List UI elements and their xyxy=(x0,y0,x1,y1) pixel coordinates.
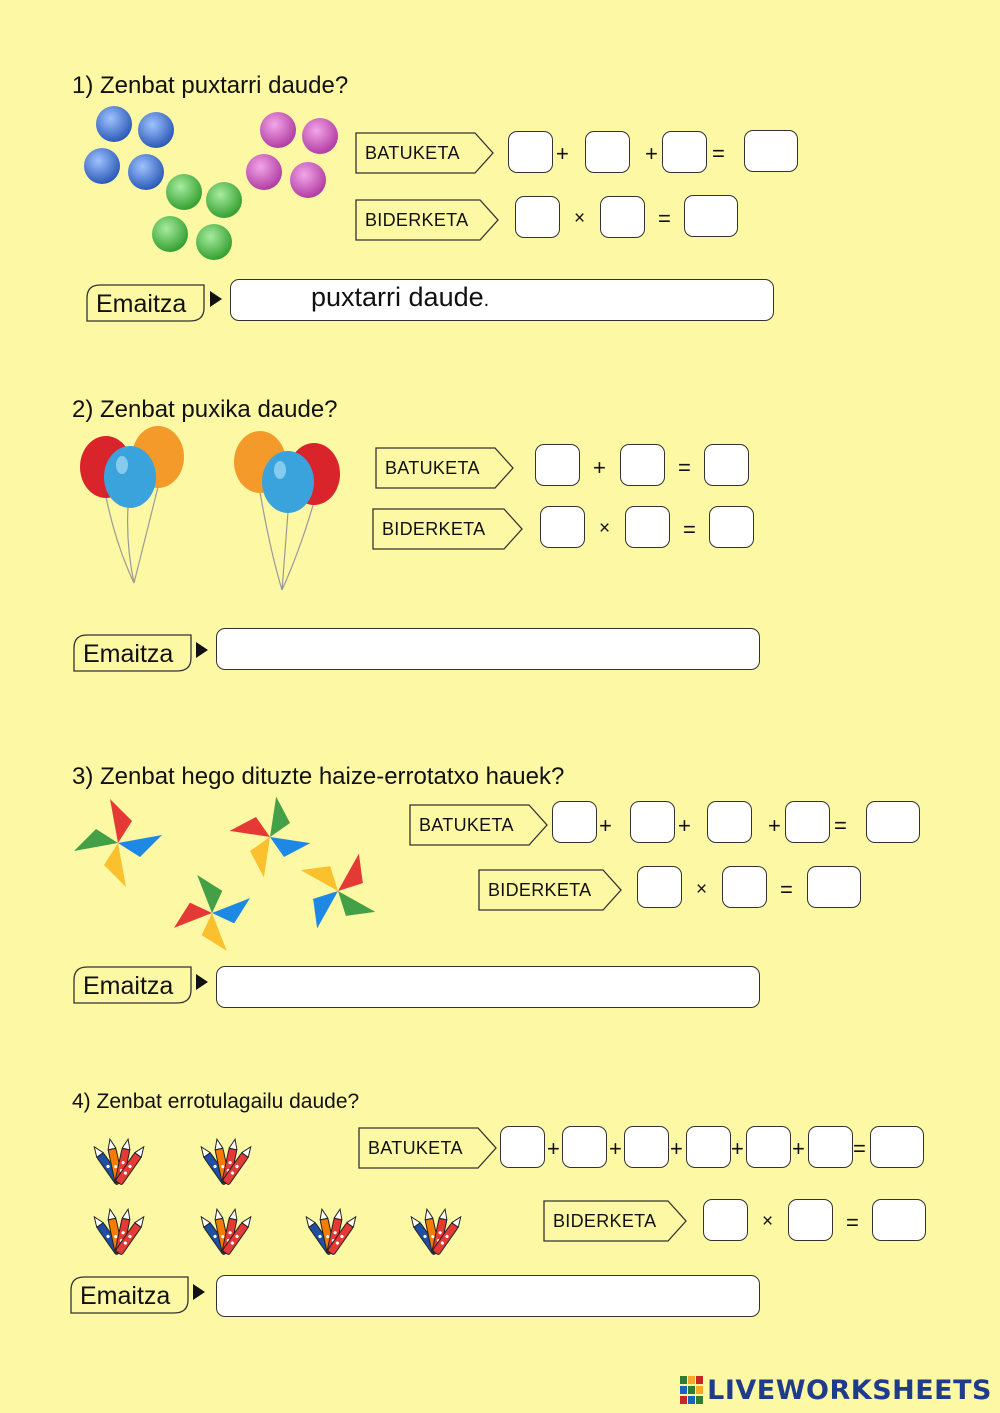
q3-mult-input-2[interactable] xyxy=(722,866,767,908)
q4-add-input-5[interactable] xyxy=(746,1126,791,1168)
q1-mult-result-input[interactable] xyxy=(684,195,738,237)
equals-sign: = xyxy=(834,813,847,838)
q1-mult-input-1[interactable] xyxy=(515,196,560,238)
times-sign: × xyxy=(696,879,708,900)
q1-add-result-input[interactable] xyxy=(744,130,798,172)
q1-add-input-2[interactable] xyxy=(585,131,630,173)
plus-sign: + xyxy=(609,1136,622,1161)
times-sign: × xyxy=(762,1211,774,1232)
q1-add-input-3[interactable] xyxy=(662,131,707,173)
q3-add-result-input[interactable] xyxy=(866,801,920,843)
batuketa-label-q3: BATUKETA xyxy=(409,804,549,846)
q1-answer-field[interactable]: puxtarri daude. xyxy=(230,279,774,321)
q3-add-input-2[interactable] xyxy=(630,801,675,843)
q2-answer-field[interactable] xyxy=(216,628,760,670)
balloons-image-right xyxy=(230,430,342,595)
q4-add-input-4[interactable] xyxy=(686,1126,731,1168)
q3-answer-field[interactable] xyxy=(216,966,760,1008)
question-3-title: 3) Zenbat hego dituzte haize-errotatxo hauek? xyxy=(72,763,565,790)
marbles-image xyxy=(78,102,348,267)
q4-add-input-3[interactable] xyxy=(624,1126,669,1168)
emaitza-label-q2: Emaitza xyxy=(73,634,193,672)
biderketa-label-q3: BIDERKETA xyxy=(478,869,623,911)
biderketa-label-q1: BIDERKETA xyxy=(355,199,500,241)
biderketa-label-q2: BIDERKETA xyxy=(372,508,524,550)
equals-sign: = xyxy=(846,1210,859,1235)
q4-add-input-2[interactable] xyxy=(562,1126,607,1168)
equals-sign: = xyxy=(853,1136,866,1161)
equals-sign: = xyxy=(780,877,793,902)
batuketa-label-q2: BATUKETA xyxy=(375,447,515,489)
q1-add-input-1[interactable] xyxy=(508,131,553,173)
emaitza-label-q3: Emaitza xyxy=(73,966,193,1004)
plus-sign: + xyxy=(547,1136,560,1161)
liveworksheets-logo xyxy=(679,1373,992,1407)
equals-sign: = xyxy=(678,455,691,480)
arrow-right-icon xyxy=(196,642,208,658)
q4-mult-result-input[interactable] xyxy=(872,1199,926,1241)
logo-text: LIVEWORKSHEETS xyxy=(707,1374,992,1406)
plus-sign: + xyxy=(599,813,612,838)
q3-add-input-4[interactable] xyxy=(785,801,830,843)
batuketa-label-q1: BATUKETA xyxy=(355,132,495,174)
question-2-title: 2) Zenbat puxika daude? xyxy=(72,396,338,423)
arrow-right-icon xyxy=(193,1284,205,1300)
q2-mult-input-1[interactable] xyxy=(540,506,585,548)
balloons-image-left xyxy=(76,425,188,590)
plus-sign: + xyxy=(792,1136,805,1161)
q3-add-input-1[interactable] xyxy=(552,801,597,843)
q4-add-input-6[interactable] xyxy=(808,1126,853,1168)
equals-sign: = xyxy=(683,517,696,542)
q3-mult-result-input[interactable] xyxy=(807,866,861,908)
q2-add-input-1[interactable] xyxy=(535,444,580,486)
q4-mult-input-2[interactable] xyxy=(788,1199,833,1241)
emaitza-label-q1: Emaitza xyxy=(86,284,206,322)
logo-mark-icon xyxy=(679,1375,705,1405)
biderketa-label-q4: BIDERKETA xyxy=(543,1200,688,1242)
q4-answer-field[interactable] xyxy=(216,1275,760,1317)
arrow-right-icon xyxy=(210,291,222,307)
q2-mult-input-2[interactable] xyxy=(625,506,670,548)
pinwheels-image xyxy=(70,795,390,955)
batuketa-label-q4: BATUKETA xyxy=(358,1127,498,1169)
emaitza-label-q4: Emaitza xyxy=(70,1276,190,1314)
q3-add-input-3[interactable] xyxy=(707,801,752,843)
q2-mult-result-input[interactable] xyxy=(709,506,754,548)
equals-sign: = xyxy=(712,141,725,166)
q4-add-result-input[interactable] xyxy=(870,1126,924,1168)
plus-sign: + xyxy=(593,455,606,480)
plus-sign: + xyxy=(556,141,569,166)
q2-add-result-input[interactable] xyxy=(704,444,749,486)
q3-mult-input-1[interactable] xyxy=(637,866,682,908)
plus-sign: + xyxy=(768,813,781,838)
question-1-title: 1) Zenbat puxtarri daude? xyxy=(72,72,349,99)
times-sign: × xyxy=(599,518,611,539)
answer-text-q1: puxtarri daude xyxy=(311,282,484,312)
q4-mult-input-1[interactable] xyxy=(703,1199,748,1241)
q4-add-input-1[interactable] xyxy=(500,1126,545,1168)
plus-sign: + xyxy=(670,1136,683,1161)
equals-sign: = xyxy=(658,206,671,231)
plus-sign: + xyxy=(678,813,691,838)
plus-sign: + xyxy=(731,1136,744,1161)
q2-add-input-2[interactable] xyxy=(620,444,665,486)
arrow-right-icon xyxy=(196,974,208,990)
question-4-title: 4) Zenbat errotulagailu daude? xyxy=(72,1090,360,1113)
times-sign: × xyxy=(574,208,586,229)
plus-sign: + xyxy=(645,141,658,166)
q1-mult-input-2[interactable] xyxy=(600,196,645,238)
